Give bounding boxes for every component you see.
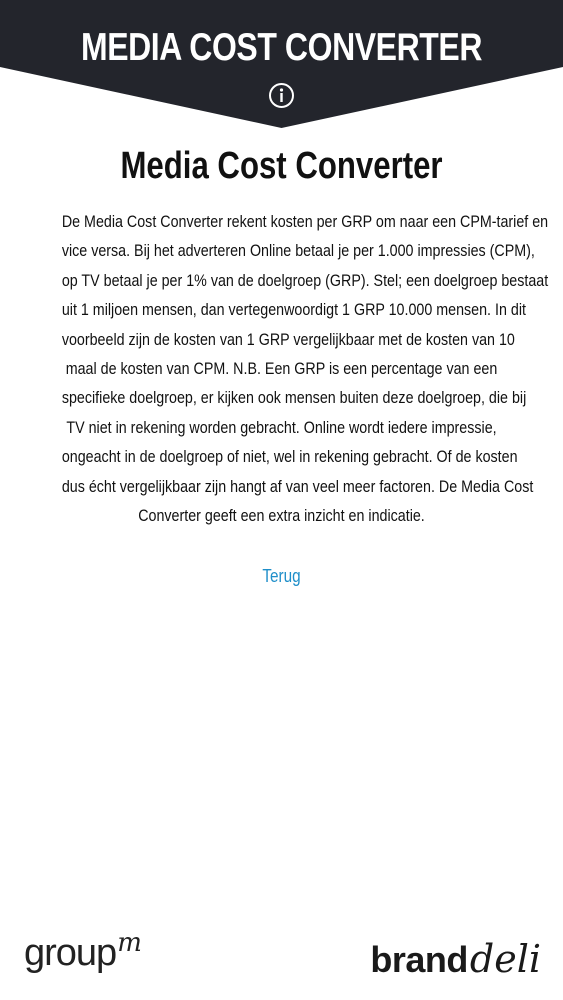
paragraph-line: De Media Cost Converter rekent kosten per GRP om naar een CPM-tarief en <box>61 212 549 231</box>
groupm-logo-text: group <box>24 932 117 974</box>
branddeli-logo <box>370 934 541 993</box>
groupm-logo <box>24 928 141 982</box>
info-icon[interactable] <box>268 82 295 109</box>
back-link[interactable] <box>0 562 563 590</box>
paragraph-line: TV niet in rekening worden gebracht. Online wordt iedere impressie, <box>66 417 497 437</box>
back-link-label: Terug <box>262 566 301 586</box>
paragraph-line: dus écht vergelijkbaar zijn hangt af van veel meer factoren. De Media Cost <box>61 476 534 496</box>
paragraph-line: uit 1 miljoen mensen, dan vertegenwoordigt 1 GRP 10.000 mensen. In dit <box>61 300 526 320</box>
page-title: Media Cost Converter <box>120 145 443 187</box>
header-banner <box>0 0 563 128</box>
paragraph-line: Converter geeft een extra inzicht en indicatie. <box>138 506 425 526</box>
description-paragraph <box>20 207 549 530</box>
paragraph-line: vice versa. Bij het adverteren Online betaal je per 1.000 impressies (CPM), <box>61 241 535 261</box>
paragraph-line: specifieke doelgroep, er kijken ook mensen buiten deze doelgroep, die bij <box>61 388 527 408</box>
paragraph-line: ongeacht in de doelgroep of niet, wel in rekening gebracht. Of de kosten <box>61 447 518 467</box>
paragraph-line: maal de kosten van CPM. N.B. Een GRP is een percentage van een <box>65 359 498 379</box>
paragraph-line: op TV betaal je per 1% van de doelgroep (GRP). Stel; een doelgroep bestaat <box>61 270 549 290</box>
paragraph-line: voorbeeld zijn de kosten van 1 GRP vergelijkbaar met de kosten van 10 <box>61 329 515 349</box>
app-title: MEDIA COST CONVERTER <box>80 26 483 69</box>
groupm-logo-superscript: m <box>117 928 141 958</box>
branddeli-logo-deli: deli <box>469 937 541 981</box>
branddeli-logo-brand: brand <box>370 939 468 980</box>
